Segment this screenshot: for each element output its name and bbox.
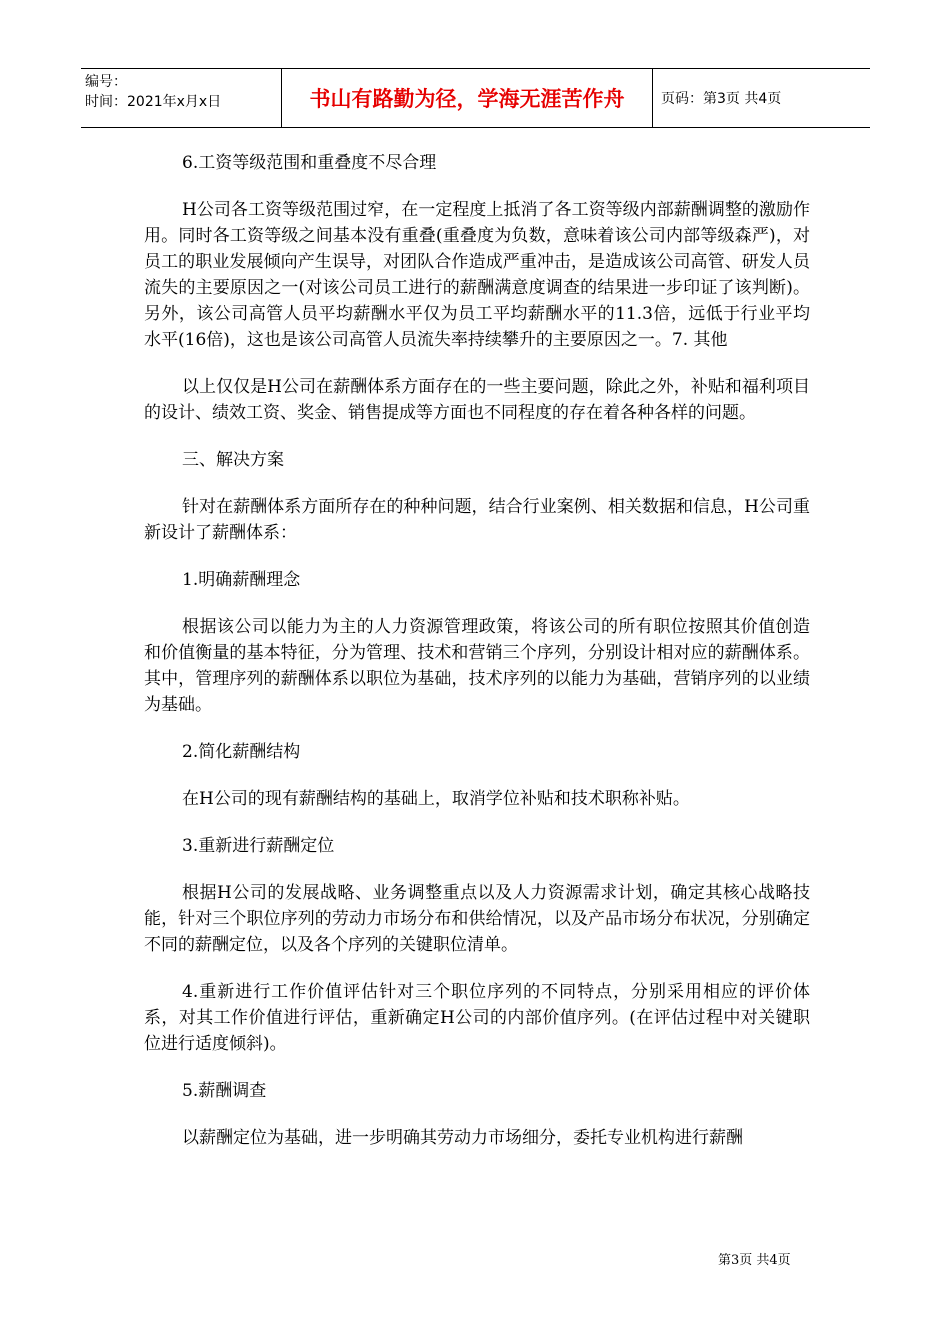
- document-body: [144, 150, 810, 1172]
- page-footer: 第3页 共4页: [718, 1253, 791, 1268]
- page-header: [81, 68, 870, 128]
- body-paragraph: 在H公司的现有薪酬结构的基础上，取消学位补贴和技术职称补贴。: [182, 789, 690, 809]
- body-paragraph: 针对在薪酬体系方面所存在的种种问题，结合行业案例、相关数据和信息，H公司重新设计了薪酬体系：: [144, 497, 810, 543]
- body-paragraph: 4.重新进行工作价值评估针对三个职位序列的不同特点，分别采用相应的评价体系，对其工作价值进行评估，重新确定H公司的内部价值序列。(在评估过程中对关键职位进行适度倾斜)。: [144, 982, 810, 1054]
- body-paragraph: 以薪酬定位为基础，进一步明确其劳动力市场细分，委托专业机构进行薪酬: [182, 1128, 743, 1148]
- section-heading-solutions: 三、解决方案: [182, 450, 284, 470]
- body-paragraph: H公司各工资等级范围过窄，在一定程度上抵消了各工资等级内部薪酬调整的激励作用。同时各工资等级之间基本没有重叠(重叠度为负数，意味着该公司内部等级森严)，对员工的职业发展倾向产生误导，对团队合作造成严重冲击，是造成该公司高管、研发人员流失的主要原因之一(对该公司员工进行的薪酬满意度调查的结果进一步印证了该判断)。另外，该公司高管人员平均薪酬水平仅为员工平均薪酬水平的11.3倍，远低于行业平均水平(16倍)，这也是该公司高管人员流失率持续攀升的主要原因之一。7. 其他: [144, 200, 810, 350]
- header-motto: 书山有路勤为径，学海无涯苦作舟: [282, 69, 653, 127]
- subheading-5: 5.薪酬调查: [182, 1081, 267, 1101]
- subheading-1: 1.明确薪酬理念: [182, 570, 301, 590]
- header-page-code: 页码：第3页 共4页: [661, 91, 782, 107]
- document-number-label: 编号：: [85, 74, 127, 90]
- subheading-2: 2.简化薪酬结构: [182, 742, 301, 762]
- body-paragraph: 根据该公司以能力为主的人力资源管理政策，将该公司的所有职位按照其价值创造和价值衡量的基本特征，分为管理、技术和营销三个序列，分别设计相对应的薪酬体系。其中，管理序列的薪酬体系以职位为基础，技术序列的以能力为基础，营销序列的以业绩为基础。: [144, 617, 810, 715]
- section-heading-6: 6.工资等级范围和重叠度不尽合理: [182, 153, 437, 173]
- header-meta: [81, 69, 282, 127]
- body-paragraph: 根据H公司的发展战略、业务调整重点以及人力资源需求计划，确定其核心战略技能，针对三个职位序列的劳动力市场分布和供给情况，以及产品市场分布状况，分别确定不同的薪酬定位，以及各个序列的关键职位清单。: [144, 883, 810, 955]
- subheading-3: 3.重新进行薪酬定位: [182, 836, 335, 856]
- document-time-label: 时间：2021年x月x日: [85, 94, 222, 110]
- body-paragraph: 以上仅仅是H公司在薪酬体系方面存在的一些主要问题，除此之外，补贴和福利项目的设计、绩效工资、奖金、销售提成等方面也不同程度的存在着各种各样的问题。: [144, 377, 810, 423]
